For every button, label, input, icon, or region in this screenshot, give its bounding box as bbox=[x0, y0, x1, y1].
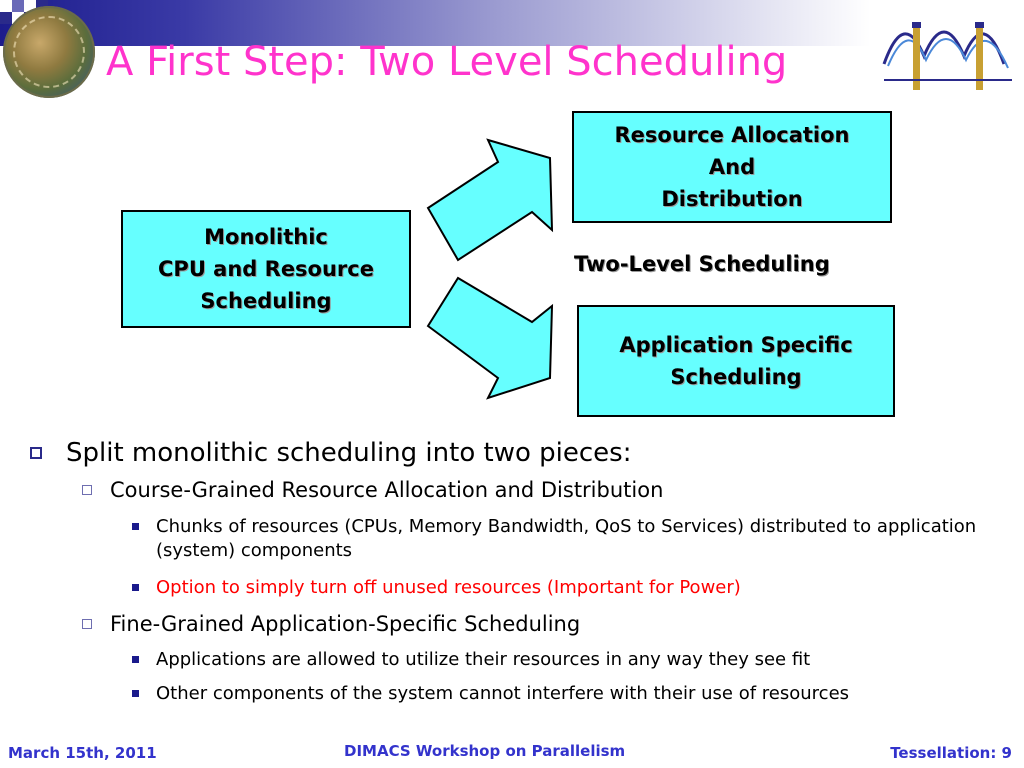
arrow-down-right bbox=[428, 278, 552, 398]
resource-line: Distribution bbox=[661, 187, 803, 211]
bullet-text: Course-Grained Resource Allocation and Distribution bbox=[110, 478, 664, 502]
filled-square-bullet-icon bbox=[132, 656, 139, 663]
square-bullet-icon bbox=[82, 619, 92, 629]
hollow-square-bullet-icon bbox=[30, 447, 42, 459]
resource-line: Resource Allocation bbox=[614, 123, 850, 147]
monolithic-line: CPU and Resource bbox=[158, 257, 374, 281]
two-level-label: Two-Level Scheduling bbox=[574, 252, 830, 276]
bullet-text: Chunks of resources (CPUs, Memory Bandwidth, QoS to Services) distributed to application (system) components bbox=[156, 516, 977, 561]
filled-square-bullet-icon bbox=[132, 523, 139, 530]
monolithic-line: Scheduling bbox=[200, 289, 332, 313]
bullet-text: Other components of the system cannot interfere with their use of resources bbox=[156, 683, 850, 704]
footer-event: DIMACS Workshop on Parallelism bbox=[344, 742, 626, 760]
filled-square-bullet-icon bbox=[132, 584, 139, 591]
bullet-text-highlight: Option to simply turn off unused resources (Important for Power) bbox=[156, 577, 741, 598]
slide-title: A First Step: Two Level Scheduling bbox=[106, 39, 788, 85]
application-specific-box bbox=[577, 305, 895, 417]
monolithic-box bbox=[121, 210, 411, 328]
monolithic-line: Monolithic bbox=[204, 225, 328, 249]
application-line: Application Specific bbox=[619, 333, 853, 357]
square-bullet-icon bbox=[82, 485, 92, 495]
footer-page: Tessellation: 9 bbox=[890, 744, 1012, 762]
arrow-up-right bbox=[428, 140, 552, 260]
resource-line: And bbox=[708, 155, 756, 179]
resource-allocation-box bbox=[572, 111, 892, 223]
filled-square-bullet-icon bbox=[132, 690, 139, 697]
bullet-text: Fine-Grained Application-Specific Scheduling bbox=[110, 612, 581, 636]
bullet-text: Applications are allowed to utilize their resources in any way they see fit bbox=[156, 649, 811, 670]
bullet-text: Split monolithic scheduling into two pieces: bbox=[66, 438, 632, 468]
application-line: Scheduling bbox=[670, 365, 802, 389]
footer-date: March 15th, 2011 bbox=[8, 744, 157, 762]
